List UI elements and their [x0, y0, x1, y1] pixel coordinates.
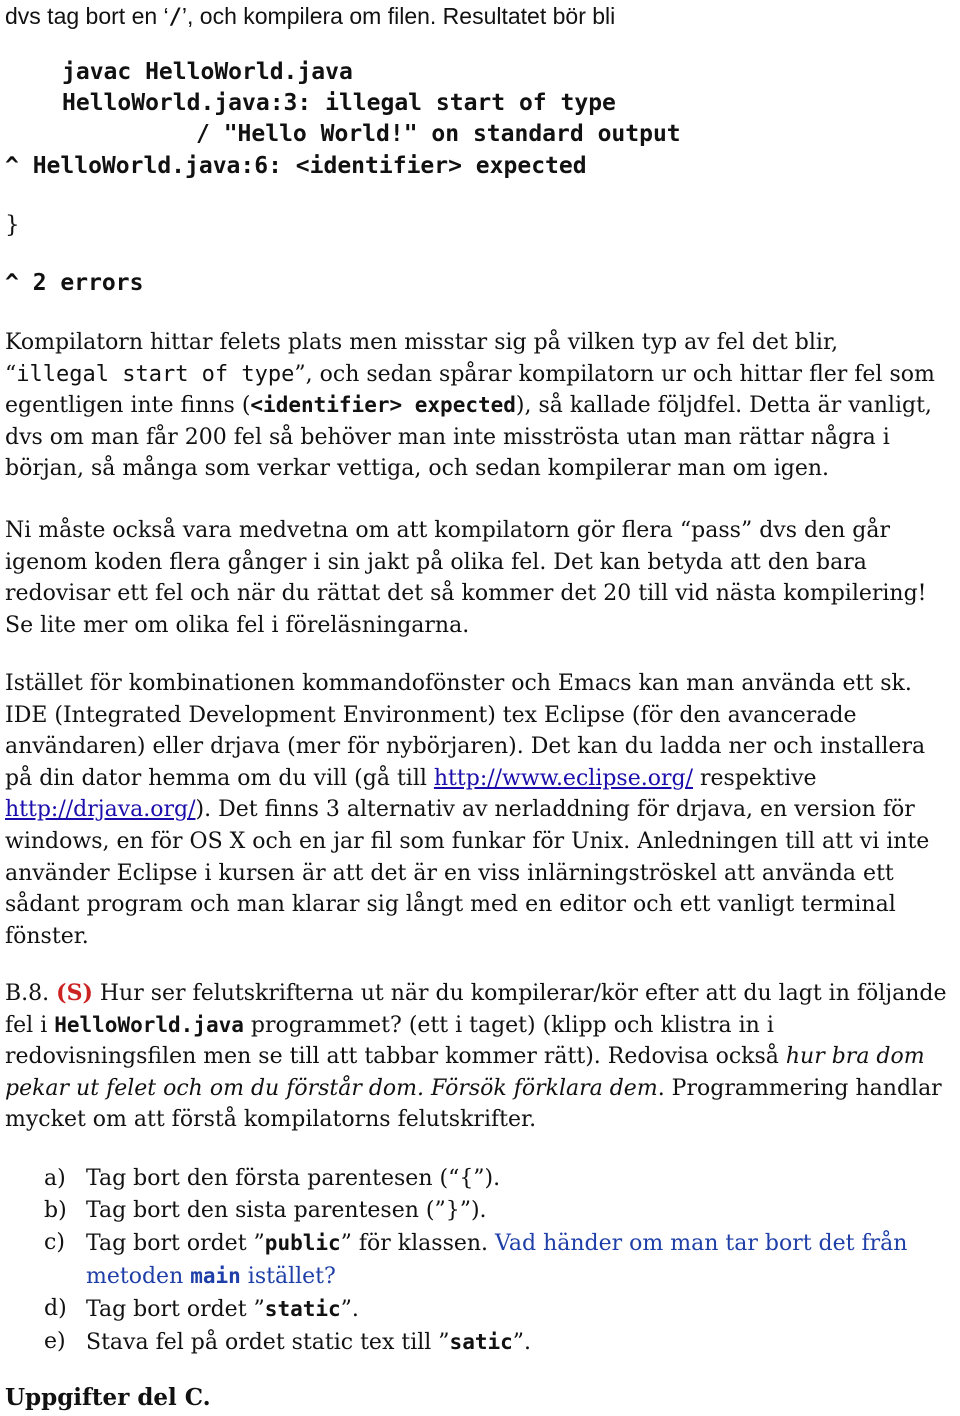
paragraph-ide: Istället för kombinationen kommandofönster och Emacs kan man använda ett sk. IDE (Integrated Development Environment) tex Eclipse (för den avancerade användaren) eller drjava (mer för nybörjaren). Det kan du ladda ner och installera på din dator hemma om du vill (gå till http://www.eclipse.org/ respektive http://drjava.org/). Det finns 3 alternativ av nerladdning för drjava, en version för windows, en för OS X och en jar fil som funkar för Unix. Anledningen till att vi inte använder Eclipse i kursen är att det är en viss inlärningströskel att använda ett sådant program och man klarar sig långt med en editor och ett vanligt terminal fönster.: [5, 671, 930, 949]
code-line: HelloWorld.java:3: illegal start of type: [62, 90, 616, 116]
code-line: javac HelloWorld.java: [62, 59, 353, 85]
intro-line: [5, 0, 615, 34]
intro-text: dvs tag bort en ‘: [5, 3, 169, 29]
task-list: [44, 1163, 954, 1359]
inline-code: satic: [449, 1330, 513, 1354]
list-item: d) Tag bort ordet ”static”.: [44, 1296, 359, 1322]
list-item: b) Tag bort den sista parentesen (”}”).: [44, 1198, 487, 1223]
list-item: e) Stava fel på ordet static tex till ”satic”.: [44, 1329, 532, 1355]
slash-char: /: [168, 5, 182, 30]
code-brace: }: [5, 212, 20, 238]
list-item: a) Tag bort den första parentesen (“{”).: [44, 1166, 501, 1191]
code-line: ^ 2 errors: [5, 270, 144, 296]
drjava-link[interactable]: http://drjava.org/: [5, 797, 196, 823]
inline-code: <identifier> expected: [250, 393, 516, 418]
inline-code: public: [264, 1231, 341, 1255]
intro-text-end: ’, och kompilera om filen. Resultatet bör bli: [181, 3, 616, 29]
inline-code: static: [264, 1297, 341, 1321]
blue-question: Vad händer om man tar bort det från metoden: [86, 1231, 908, 1289]
code-line: ^ HelloWorld.java:6: <identifier> expected: [5, 153, 587, 179]
task-marker: (S): [56, 980, 93, 1006]
inline-code: illegal start of type: [16, 361, 295, 387]
task-b8: B.8. (S) Hur ser felutskrifterna ut när du kompilerar/kör efter att du lagt in följande fel i HelloWorld.java programmet? (ett i taget) (klipp och klistra in i redovisningsfilen men se till att tabbar kommer rätt). Redovisa också hur bra dom pekar ut felet och om du förstår dom. Försök förklara dem. Programmering handlar mycket om att förstå kompilatorns felutskrifter.: [5, 980, 947, 1133]
inline-code: HelloWorld.java: [54, 1012, 244, 1037]
code-line: / "Hello World!" on standard output: [196, 121, 681, 147]
paragraph-following-errors: Kompilatorn hittar felets plats men misstar sig på vilken typ av fel det blir, “illegal start of type”, och sedan spårar kompilatorn ur och hittar fler fel som egentligen inte finns (<identifier> expected), så kallade följdfel. Detta är vanligt, dvs om man får 200 fel så behöver man inte misströsta utan man rättar några i början, så många som verkar vettiga, och sedan kompilerar man om igen.: [5, 330, 935, 482]
list-item: c) Tag bort ordet ”public” för klassen. Vad händer om man tar bort det från metoden main istället?: [44, 1230, 908, 1289]
section-heading: Uppgifter del C.: [5, 1384, 211, 1411]
inline-code: main: [190, 1264, 241, 1288]
task-number: B.8.: [5, 981, 57, 1006]
eclipse-link[interactable]: http://www.eclipse.org/: [433, 765, 693, 791]
paragraph-compiler-passes: Ni måste också vara medvetna om att kompilatorn gör flera “pass” dvs den går igenom koden flera gånger i sin jakt på olika fel. Det kan betyda att den bara redovisar ett fel och när du rättat det så kommer det 20 till vid nästa kompilering! Se lite mer om olika fel i föreläsningarna.: [5, 518, 927, 638]
